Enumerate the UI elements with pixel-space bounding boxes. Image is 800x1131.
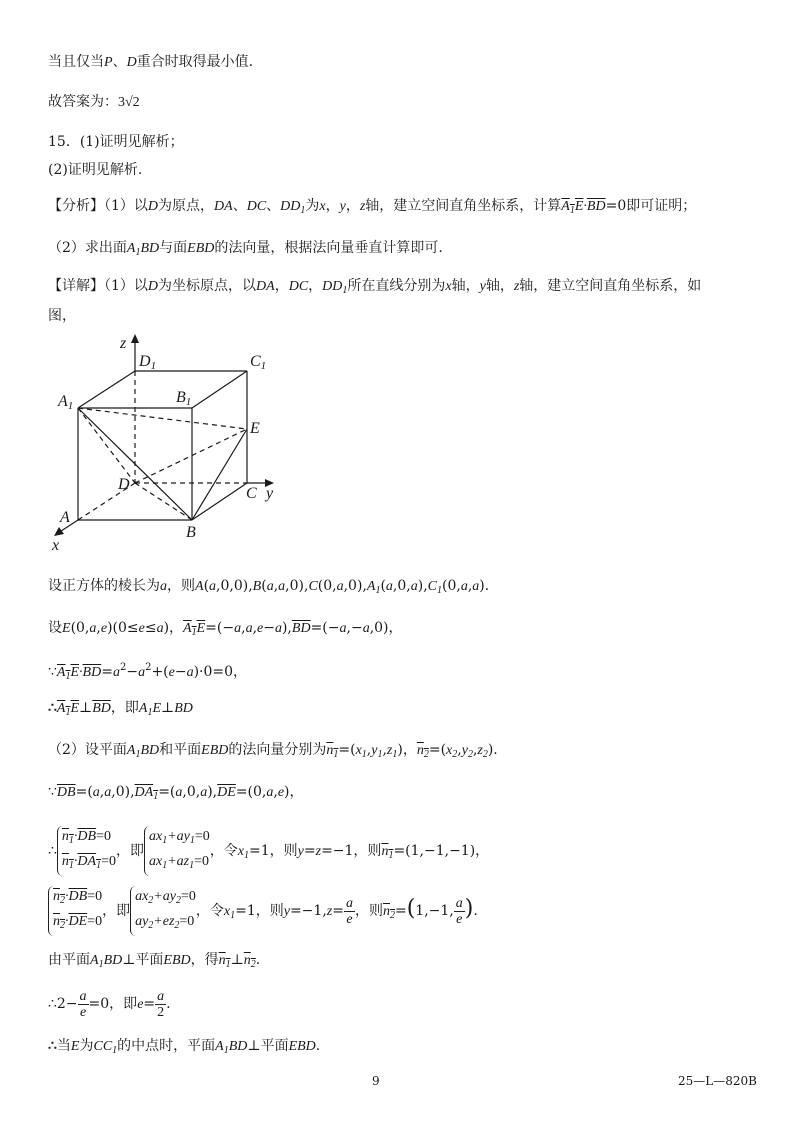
segment-d-b-hidden xyxy=(135,483,192,520)
dot-product-line: $\because A_1E\cdot\overline{BD}=a^2-a^2+(e-a)\cdot 0=0$， xyxy=(48,662,248,682)
edge-b-c xyxy=(192,483,247,520)
detail-part1: 【详解】（1）以D为坐标原点，以DA，DC，$DD_1$所在直线分别为x轴，y轴，z轴，建立空间直角坐标系，如 xyxy=(48,278,702,296)
edge-a1-d1 xyxy=(78,371,135,408)
set-e-line: 设E(0,a,e)(0≤e≤a)，$A_1E=(-a,a,e-a),\overline{BD}=(-a,-a,0)$， xyxy=(48,620,403,638)
answer-prefix: 故答案为： xyxy=(48,94,118,110)
label-c: C xyxy=(246,485,257,502)
label-b: B xyxy=(186,524,196,541)
answer-line xyxy=(48,92,140,113)
document-code: 25—L—820B xyxy=(678,1074,757,1088)
cube-figure xyxy=(50,334,290,552)
x-axis-arrow xyxy=(54,527,64,536)
label-y: y xyxy=(266,485,274,502)
label-d: D xyxy=(118,476,130,493)
label-a1: A1 xyxy=(58,393,74,412)
analysis-part1: 【分析】（1）以D为原点，DA、DC、$DD_1$为x，y，z轴，建立空间直角坐标系，计算$A_1E\cdot\overline{BD}=0$即可证明； xyxy=(48,198,697,216)
label-c1: C1 xyxy=(250,353,267,372)
analysis-label: 【分析】 xyxy=(48,198,104,214)
q15-part1-answer: 15．(1)证明见解析； xyxy=(48,134,184,150)
vectors-line: $\because\overline{DB}=(a,a,0),DA_1=(a,0,a),\overline{DE}=(0,a,e)$， xyxy=(48,784,304,802)
plane-perp-line: 由平面$A_1BD\perp$平面EBD，得$n_1\perp n_2$. xyxy=(48,952,261,970)
label-e: E xyxy=(250,420,260,437)
analysis-part2: （2）求出面$A_1BD$与面EBD的法向量，根据法向量垂直计算即可. xyxy=(48,240,443,258)
conclusion-line: ∴当E为$CC_1$的中点时，平面$A_1BD\perp$平面EBD. xyxy=(48,1038,321,1056)
system-n2-line: $n_2\cdot\overline{DB}=0$ $n_2\cdot\overline{DE}=0$，即$ax_2+ay_2=0$ $ay_2+ez_2=0$，令$x_1=1$，则y=−1,z= $\frac{a}{e}$ ，则$n_2=(1,-1$, $\frac{a}{e}$ ). xyxy=(48,886,478,939)
label-x: x xyxy=(52,537,60,552)
answer-value: 3√2 xyxy=(118,95,140,110)
segment-a1-d-hidden xyxy=(78,408,135,483)
equation-line: ∴2− $\frac{a}{e}$ =0，即e= $\frac{a}{2}$ . xyxy=(48,988,171,1020)
z-axis-arrow xyxy=(131,334,139,343)
system-n1-line: $\therefore n_1\cdot\overline{DB}=0$ $n_1\cdot DA_1=0$，即$ax_1+ay_1=0$ $ax_1+az_1=0$，令$x_1=1$，则y=z=−1，则$n_1=(1,-1,-1)$， xyxy=(48,826,489,878)
label-z: z xyxy=(120,335,127,352)
detail-part1-cont: 图， xyxy=(48,308,76,324)
detail-label: 【详解】 xyxy=(48,278,104,294)
segment-a1-e-hidden xyxy=(78,408,247,429)
perpendicular-line: $\therefore A_1E\perp\overline{BD}$，即$A_1E\perp BD$ xyxy=(48,700,193,718)
label-a: A xyxy=(60,509,70,526)
label-b1: B1 xyxy=(176,389,192,408)
q15-part2-answer: (2)证明见解析. xyxy=(48,162,143,178)
text-line-conclusion: 当且仅当P、D重合时取得最小值. xyxy=(48,54,254,70)
label-d1: D1 xyxy=(139,353,157,372)
edge-length-line: 设正方体的棱长为a，则$A(a,0,0),B(a,a,0),C(0,a,0),A_1(a,0,a),C_1(0,a,a)$． xyxy=(48,578,499,596)
page-number: 9 xyxy=(372,1074,380,1088)
edge-b1-c1 xyxy=(192,371,247,408)
part2-normal-vectors: （2）设平面$A_1BD$和平面EBD的法向量分别为$n_1=(x_1,y_1,z_1)$，$n_2=(x_2,y_2,z_2)$. xyxy=(48,742,498,760)
